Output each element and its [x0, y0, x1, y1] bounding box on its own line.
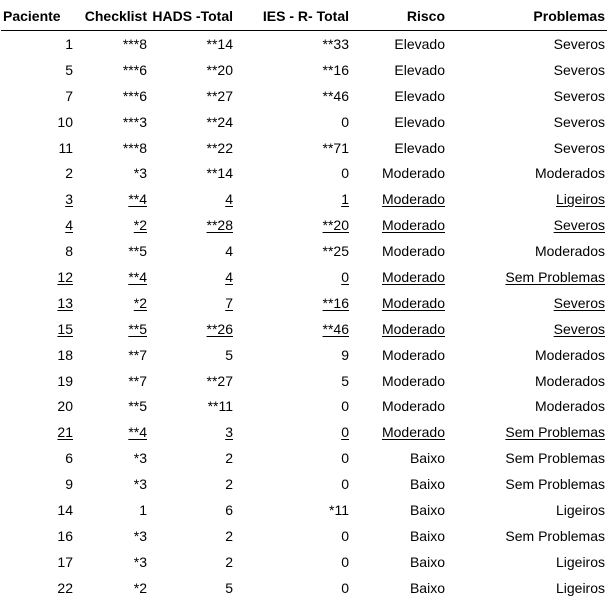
ies-r-total-cell: [235, 160, 351, 186]
cell-text: Severos: [553, 87, 605, 104]
checklist-cell: [75, 368, 149, 394]
hads-total-cell: [149, 419, 235, 445]
problemas-cell: [447, 316, 607, 342]
table-row: [1, 393, 607, 419]
cell-text: Severos: [553, 320, 605, 337]
checklist-cell: [75, 471, 149, 497]
problemas-cell: [447, 419, 607, 445]
cell-text: 0: [341, 268, 349, 285]
cell-text: 5: [65, 61, 73, 78]
hads-total-cell: [149, 31, 235, 57]
cell-text: ***3: [122, 113, 147, 130]
hads-total-cell: [149, 57, 235, 83]
paciente-cell: [1, 109, 75, 135]
paciente-cell: [1, 316, 75, 342]
cell-text: Elevado: [394, 61, 445, 78]
table-row: [1, 31, 607, 57]
cell-text: Severos: [553, 294, 605, 311]
risco-cell: [351, 393, 447, 419]
header-problemas: Problemas: [447, 4, 607, 31]
problemas-cell: [447, 57, 607, 83]
cell-text: 14: [57, 501, 73, 518]
cell-text: 4: [225, 268, 233, 285]
cell-text: ***8: [122, 139, 147, 156]
cell-text: ***6: [122, 87, 147, 104]
header-checklist: Checklist: [75, 4, 149, 31]
risco-cell: [351, 419, 447, 445]
problemas-cell: [447, 523, 607, 549]
cell-text: 20: [57, 398, 73, 415]
ies-r-total-cell: [235, 523, 351, 549]
cell-text: 17: [57, 553, 73, 570]
cell-text: **20: [322, 217, 349, 234]
cell-text: Moderados: [534, 165, 605, 182]
cell-text: Ligeiros: [555, 191, 605, 208]
problemas-cell: [447, 290, 607, 316]
checklist-cell: [75, 109, 149, 135]
header-paciente: Paciente: [1, 4, 75, 31]
cell-text: 1: [341, 191, 349, 208]
risco-cell: [351, 135, 447, 161]
cell-text: 0: [341, 450, 349, 467]
table-row: [1, 109, 607, 135]
cell-text: **5: [128, 398, 147, 415]
cell-text: 7: [225, 294, 233, 311]
ies-r-total-cell: [235, 212, 351, 238]
paciente-cell: [1, 497, 75, 523]
cell-text: Moderado: [381, 243, 445, 260]
cell-text: 21: [57, 424, 73, 441]
table-row: [1, 342, 607, 368]
cell-text: Elevado: [394, 139, 445, 156]
cell-text: **7: [128, 346, 147, 363]
hads-total-cell: [149, 549, 235, 575]
ies-r-total-cell: [235, 393, 351, 419]
cell-text: 6: [225, 501, 233, 518]
cell-text: 2: [65, 165, 73, 182]
problemas-cell: [447, 160, 607, 186]
hads-total-cell: [149, 238, 235, 264]
problemas-cell: [447, 497, 607, 523]
header-ies-r-total: IES - R- Total: [235, 4, 351, 31]
checklist-cell: [75, 57, 149, 83]
risco-cell: [351, 238, 447, 264]
checklist-cell: [75, 393, 149, 419]
cell-text: **46: [322, 87, 349, 104]
hads-total-cell: [149, 445, 235, 471]
cell-text: 0: [341, 579, 349, 596]
cell-text: 9: [341, 346, 349, 363]
paciente-cell: [1, 368, 75, 394]
cell-text: 0: [341, 165, 349, 182]
problemas-cell: [447, 186, 607, 212]
cell-text: 0: [341, 476, 349, 493]
problemas-cell: [447, 264, 607, 290]
header-risco: Risco: [351, 4, 447, 31]
cell-text: 0: [341, 398, 349, 415]
paciente-cell: [1, 186, 75, 212]
checklist-cell: [75, 316, 149, 342]
table-row: [1, 471, 607, 497]
cell-text: Severos: [553, 217, 605, 234]
ies-r-total-cell: [235, 109, 351, 135]
problemas-cell: [447, 109, 607, 135]
table-row: [1, 419, 607, 445]
cell-text: 7: [65, 87, 73, 104]
cell-text: 12: [57, 268, 73, 285]
cell-text: **4: [128, 191, 147, 208]
paciente-cell: [1, 419, 75, 445]
cell-text: Sem Problemas: [505, 268, 605, 285]
cell-text: **14: [206, 165, 233, 182]
cell-text: Elevado: [394, 35, 445, 52]
ies-r-total-cell: [235, 497, 351, 523]
cell-text: 2: [225, 553, 233, 570]
cell-text: 6: [65, 450, 73, 467]
cell-text: 9: [65, 476, 73, 493]
checklist-cell: [75, 419, 149, 445]
risco-cell: [351, 368, 447, 394]
cell-text: **5: [128, 320, 147, 337]
risco-cell: [351, 445, 447, 471]
cell-text: 4: [225, 243, 233, 260]
table-row: [1, 264, 607, 290]
table-row: [1, 57, 607, 83]
table-body: [1, 31, 607, 601]
cell-text: Moderado: [381, 165, 445, 182]
paciente-cell: [1, 83, 75, 109]
cell-text: Baixo: [409, 579, 445, 596]
risco-cell: [351, 497, 447, 523]
cell-text: **46: [322, 320, 349, 337]
checklist-cell: [75, 186, 149, 212]
cell-text: **4: [128, 268, 147, 285]
risco-cell: [351, 186, 447, 212]
cell-text: 0: [341, 527, 349, 544]
ies-r-total-cell: [235, 342, 351, 368]
cell-text: 2: [225, 527, 233, 544]
paciente-cell: [1, 160, 75, 186]
cell-text: ***6: [122, 61, 147, 78]
hads-total-cell: [149, 393, 235, 419]
risco-cell: [351, 160, 447, 186]
cell-text: 16: [57, 527, 73, 544]
cell-text: Moderado: [381, 346, 445, 363]
hads-total-cell: [149, 497, 235, 523]
ies-r-total-cell: [235, 264, 351, 290]
cell-text: Severos: [553, 35, 605, 52]
paciente-cell: [1, 238, 75, 264]
cell-text: Moderado: [381, 191, 445, 208]
hads-total-cell: [149, 135, 235, 161]
ies-r-total-cell: [235, 83, 351, 109]
checklist-cell: [75, 83, 149, 109]
cell-text: Moderados: [534, 372, 605, 389]
ies-r-total-cell: [235, 186, 351, 212]
cell-text: Baixo: [409, 501, 445, 518]
paciente-cell: [1, 523, 75, 549]
cell-text: Sem Problemas: [505, 476, 605, 493]
cell-text: 4: [225, 191, 233, 208]
cell-text: Sem Problemas: [505, 527, 605, 544]
paciente-cell: [1, 549, 75, 575]
cell-text: 5: [225, 579, 233, 596]
cell-text: **26: [206, 320, 233, 337]
cell-text: 22: [57, 579, 73, 596]
cell-text: Ligeiros: [555, 501, 605, 518]
cell-text: Moderado: [381, 398, 445, 415]
cell-text: Baixo: [409, 476, 445, 493]
risco-cell: [351, 290, 447, 316]
checklist-cell: [75, 497, 149, 523]
ies-r-total-cell: [235, 238, 351, 264]
cell-text: Sem Problemas: [505, 450, 605, 467]
table-row: [1, 445, 607, 471]
cell-text: Elevado: [394, 87, 445, 104]
patients-table: [1, 4, 607, 601]
table-row: [1, 238, 607, 264]
hads-total-cell: [149, 368, 235, 394]
ies-r-total-cell: [235, 57, 351, 83]
cell-text: *3: [133, 527, 147, 544]
cell-text: **14: [206, 35, 233, 52]
cell-text: Severos: [553, 61, 605, 78]
hads-total-cell: [149, 342, 235, 368]
cell-text: **24: [206, 113, 233, 130]
cell-text: **20: [206, 61, 233, 78]
cell-text: 11: [58, 139, 73, 156]
table-row: [1, 368, 607, 394]
table-header-row: [1, 4, 607, 31]
paciente-cell: [1, 290, 75, 316]
table-row: [1, 212, 607, 238]
checklist-cell: [75, 445, 149, 471]
problemas-cell: [447, 393, 607, 419]
cell-text: 4: [65, 217, 73, 234]
cell-text: *3: [133, 165, 147, 182]
risco-cell: [351, 471, 447, 497]
cell-text: **16: [322, 294, 349, 311]
hads-total-cell: [149, 316, 235, 342]
cell-text: 8: [65, 243, 73, 260]
cell-text: *11: [329, 501, 349, 518]
risco-cell: [351, 31, 447, 57]
ies-r-total-cell: [235, 31, 351, 57]
cell-text: Moderados: [534, 243, 605, 260]
problemas-cell: [447, 471, 607, 497]
paciente-cell: [1, 31, 75, 57]
table-row: [1, 497, 607, 523]
cell-text: Moderado: [381, 320, 445, 337]
table-row: [1, 549, 607, 575]
cell-text: **27: [206, 87, 233, 104]
risco-cell: [351, 523, 447, 549]
cell-text: 18: [57, 346, 73, 363]
problemas-cell: [447, 368, 607, 394]
table-row: [1, 523, 607, 549]
problemas-cell: [447, 342, 607, 368]
cell-text: Moderado: [381, 294, 445, 311]
cell-text: Moderado: [381, 424, 445, 441]
cell-text: 1: [65, 35, 73, 52]
cell-text: Ligeiros: [555, 553, 605, 570]
cell-text: Baixo: [409, 450, 445, 467]
paciente-cell: [1, 57, 75, 83]
risco-cell: [351, 109, 447, 135]
cell-text: 13: [57, 294, 73, 311]
problemas-cell: [447, 238, 607, 264]
cell-text: **71: [322, 139, 349, 156]
cell-text: Elevado: [394, 113, 445, 130]
hads-total-cell: [149, 290, 235, 316]
table-row: [1, 160, 607, 186]
cell-text: 5: [225, 346, 233, 363]
ies-r-total-cell: [235, 445, 351, 471]
header-hads-total: HADS -Total: [149, 4, 235, 31]
ies-r-total-cell: [235, 316, 351, 342]
risco-cell: [351, 549, 447, 575]
cell-text: 1: [139, 501, 147, 518]
ies-r-total-cell: [235, 135, 351, 161]
cell-text: Sem Problemas: [505, 424, 605, 441]
cell-text: *3: [133, 476, 147, 493]
hads-total-cell: [149, 160, 235, 186]
ies-r-total-cell: [235, 471, 351, 497]
cell-text: **27: [206, 372, 233, 389]
risco-cell: [351, 83, 447, 109]
hads-total-cell: [149, 264, 235, 290]
problemas-cell: [447, 31, 607, 57]
table-row: [1, 135, 607, 161]
risco-cell: [351, 264, 447, 290]
cell-text: **33: [322, 35, 349, 52]
cell-text: Moderados: [534, 398, 605, 415]
hads-total-cell: [149, 83, 235, 109]
cell-text: 5: [341, 372, 349, 389]
hads-total-cell: [149, 523, 235, 549]
risco-cell: [351, 342, 447, 368]
cell-text: **22: [206, 139, 233, 156]
ies-r-total-cell: [235, 368, 351, 394]
paciente-cell: [1, 264, 75, 290]
problemas-cell: [447, 83, 607, 109]
paciente-cell: [1, 212, 75, 238]
cell-text: Baixo: [409, 527, 445, 544]
cell-text: Moderados: [534, 346, 605, 363]
cell-text: **5: [128, 243, 147, 260]
cell-text: 0: [341, 424, 349, 441]
cell-text: 3: [225, 424, 233, 441]
checklist-cell: [75, 264, 149, 290]
cell-text: **25: [322, 243, 349, 260]
cell-text: 0: [341, 113, 349, 130]
cell-text: Severos: [553, 113, 605, 130]
checklist-cell: [75, 238, 149, 264]
cell-text: ***8: [122, 35, 147, 52]
cell-text: 15: [57, 320, 73, 337]
problemas-cell: [447, 445, 607, 471]
checklist-cell: [75, 31, 149, 57]
cell-text: 3: [65, 191, 73, 208]
table-row: [1, 290, 607, 316]
cell-text: Ligeiros: [555, 579, 605, 596]
cell-text: Moderado: [381, 217, 445, 234]
cell-text: **11: [207, 398, 233, 415]
paciente-cell: [1, 471, 75, 497]
hads-total-cell: [149, 186, 235, 212]
checklist-cell: [75, 160, 149, 186]
cell-text: **7: [128, 372, 147, 389]
paciente-cell: [1, 342, 75, 368]
paciente-cell: [1, 135, 75, 161]
paciente-cell: [1, 445, 75, 471]
hads-total-cell: [149, 212, 235, 238]
cell-text: 2: [225, 476, 233, 493]
hads-total-cell: [149, 109, 235, 135]
cell-text: **16: [322, 61, 349, 78]
hads-total-cell: [149, 471, 235, 497]
checklist-cell: [75, 135, 149, 161]
checklist-cell: [75, 342, 149, 368]
ies-r-total-cell: [235, 549, 351, 575]
risco-cell: [351, 316, 447, 342]
risco-cell: [351, 212, 447, 238]
cell-text: *2: [133, 294, 147, 311]
cell-text: **4: [128, 424, 147, 441]
cell-text: *3: [133, 553, 147, 570]
risco-cell: [351, 57, 447, 83]
cell-text: Moderado: [381, 268, 445, 285]
cell-text: 10: [57, 113, 73, 130]
checklist-cell: [75, 549, 149, 575]
ies-r-total-cell: [235, 419, 351, 445]
checklist-cell: [75, 523, 149, 549]
cell-text: Baixo: [409, 553, 445, 570]
table-row: [1, 316, 607, 342]
cell-text: Severos: [553, 139, 605, 156]
cell-text: 0: [341, 553, 349, 570]
cell-text: Moderado: [381, 372, 445, 389]
paciente-cell: [1, 393, 75, 419]
cell-text: *2: [133, 579, 147, 596]
problemas-cell: [447, 135, 607, 161]
ies-r-total-cell: [235, 290, 351, 316]
checklist-cell: [75, 212, 149, 238]
cell-text: 2: [225, 450, 233, 467]
problemas-cell: [447, 549, 607, 575]
table-row: [1, 186, 607, 212]
cell-text: 19: [57, 372, 73, 389]
cell-text: *2: [133, 217, 147, 234]
cell-text: *3: [133, 450, 147, 467]
table-row: [1, 83, 607, 109]
checklist-cell: [75, 290, 149, 316]
problemas-cell: [447, 212, 607, 238]
cell-text: **28: [206, 217, 233, 234]
